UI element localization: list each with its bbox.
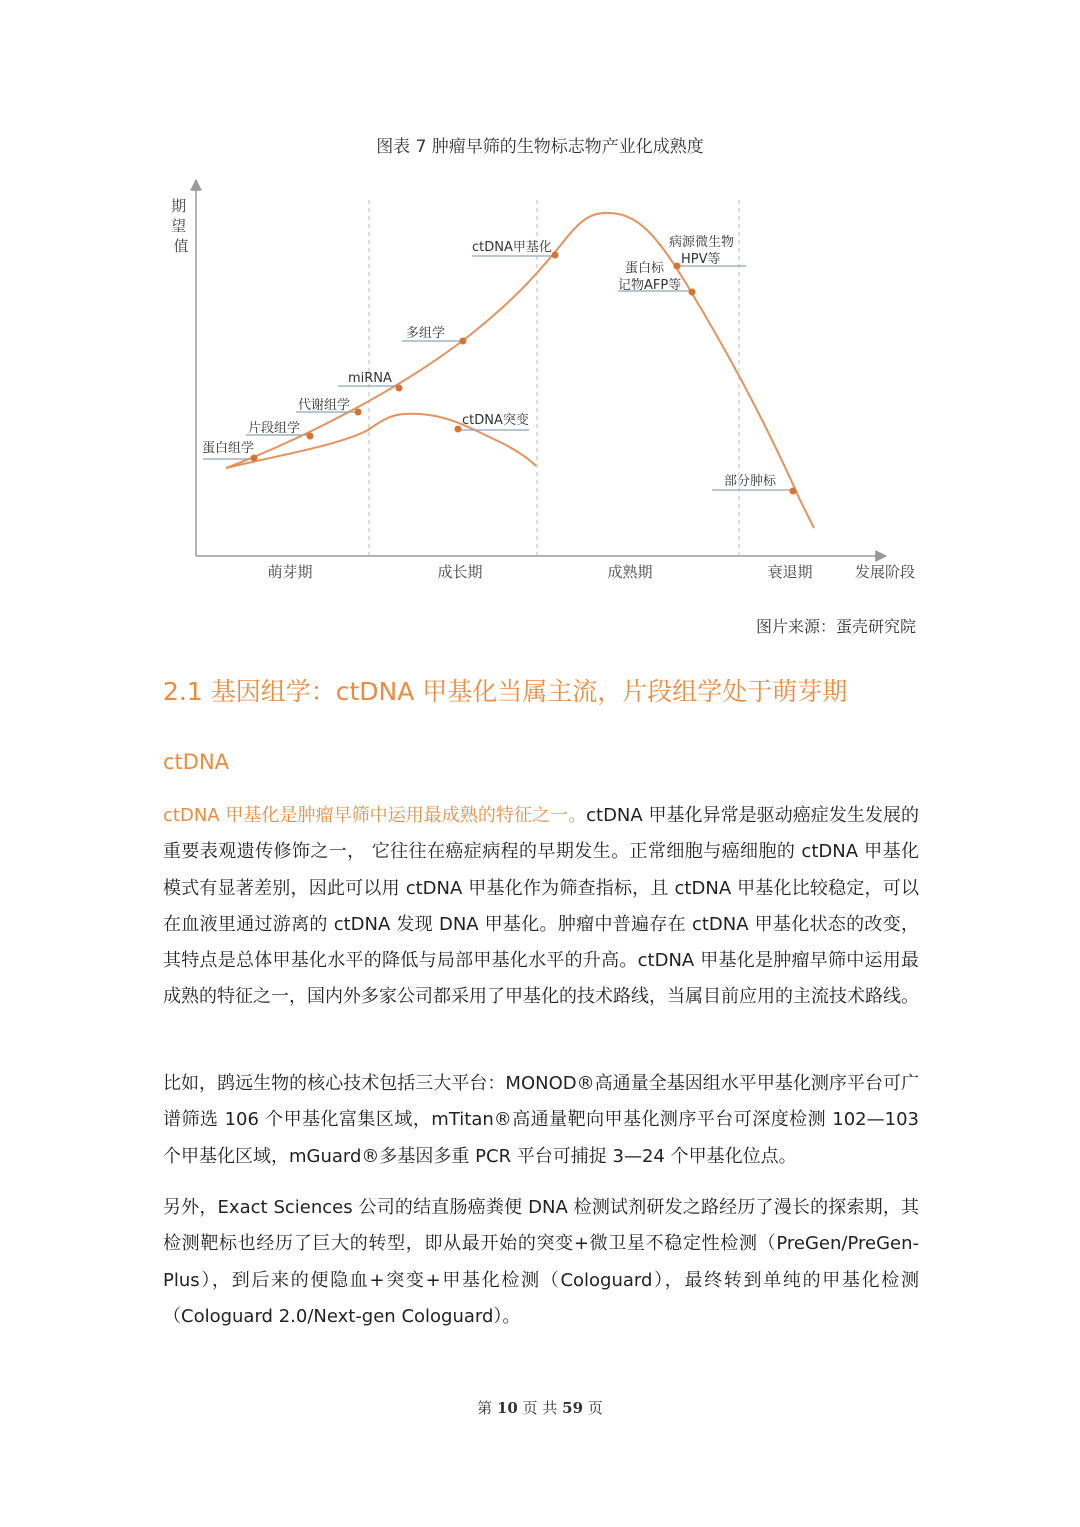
stage-label: 成熟期	[607, 563, 653, 581]
y-axis-label: 期 望 值	[171, 197, 189, 255]
label-protein-marker-1: 蛋白标	[625, 261, 665, 276]
paragraph-kunyuan: 比如，鹍远生物的核心技术包括三大平台：MONOD®高通量全基因组水平甲基化测序平台可广谱筛选 106 个甲基化富集区域，mTitan®高通量靶向甲基化测序平台可深度检测 102—103 个甲基化区域，mGuard®多基因多重 PCR 平台可捕捉 3—24 个甲基化位点。	[163, 1073, 919, 1167]
x-axis-label: 发展阶段	[854, 563, 916, 581]
figure-title: 图表 7 肿瘤早筛的生物标志物产业化成熟度	[376, 137, 704, 157]
label-pathogen-2: HPV等	[681, 252, 721, 267]
subsection-title: ctDNA	[163, 750, 230, 774]
section-title: 2.1 基因组学：ctDNA 甲基化当属主流，片段组学处于萌芽期	[163, 677, 848, 706]
label-partial-tumor-marker: 部分肿标	[724, 474, 777, 489]
point-pathogen	[674, 263, 681, 270]
point-partial-tumor-marker	[790, 488, 797, 495]
stage-label: 衰退期	[767, 563, 813, 581]
label-ctdna-mutation: ctDNA突变	[462, 413, 529, 428]
paragraph-exact-sciences: 另外，Exact Sciences 公司的结直肠癌粪便 DNA 检测试剂研发之路经历了漫长的探索期，其检测靶标也经历了巨大的转型，即从最开始的突变+微卫星不稳定性检测（PreGen/PreGen-Plus），到后来的便隐血+突变+甲基化检测（Cologuard），最终转到单纯的甲基化检测（Cologuard 2.0/Next-gen Cologuard）。	[163, 1197, 919, 1327]
point-fragment	[307, 433, 314, 440]
figure-source: 图片来源：蛋壳研究院	[755, 617, 916, 636]
page-footer: 第 10 页 共 59 页	[477, 1399, 603, 1417]
point-mirna	[396, 385, 403, 392]
paragraph-text: ctDNA 甲基化异常是驱动癌症发生发展的重要表观遗传修饰之一， 它往往在癌症病程的早期发生。正常细胞与癌细胞的 ctDNA 甲基化模式有显著差别，因此可以用 ctDNA 甲基化作为筛查指标，且 ctDNA 甲基化比较稳定，可以在血液里通过游离的 ctDNA 发现 DNA 甲基化。肿瘤中普遍存在 ctDNA 甲基化状态的改变，其特点是总体甲基化水平的降低与局部甲基化水平的升高。ctDNA 甲基化是肿瘤早筛中运用最成熟的特征之一，国内外多家公司都采用了甲基化的技术路线，当属目前应用的主流技术路线。	[163, 805, 919, 1008]
label-fragment: 片段组学	[248, 421, 301, 436]
paragraph-ctdna	[163, 798, 919, 1016]
label-protein: 蛋白组学	[202, 441, 255, 456]
point-ctdna-methylation	[552, 252, 559, 259]
label-protein-marker-2: 记物AFP等	[618, 278, 682, 293]
label-mirna: miRNA	[348, 371, 392, 386]
label-metabolic: 代谢组学	[298, 398, 351, 413]
label-pathogen-1: 病源微生物	[669, 235, 735, 250]
point-protein-marker	[689, 289, 696, 296]
point-multiomics	[460, 338, 467, 345]
stage-label: 成长期	[437, 563, 483, 581]
label-underlines	[203, 256, 792, 490]
point-metabolic	[355, 409, 362, 416]
maturity-chart	[150, 170, 930, 600]
highlight-sentence: ctDNA 甲基化是肿瘤早筛中运用最成熟的特征之一。	[163, 805, 587, 826]
total-pages: 59	[562, 1399, 584, 1417]
label-multiomics: 多组学	[406, 326, 446, 341]
point-ctdna-mutation	[455, 426, 462, 433]
page-number: 10	[496, 1399, 518, 1417]
label-ctdna-methylation: ctDNA甲基化	[472, 240, 552, 255]
stage-label: 萌芽期	[267, 563, 313, 581]
